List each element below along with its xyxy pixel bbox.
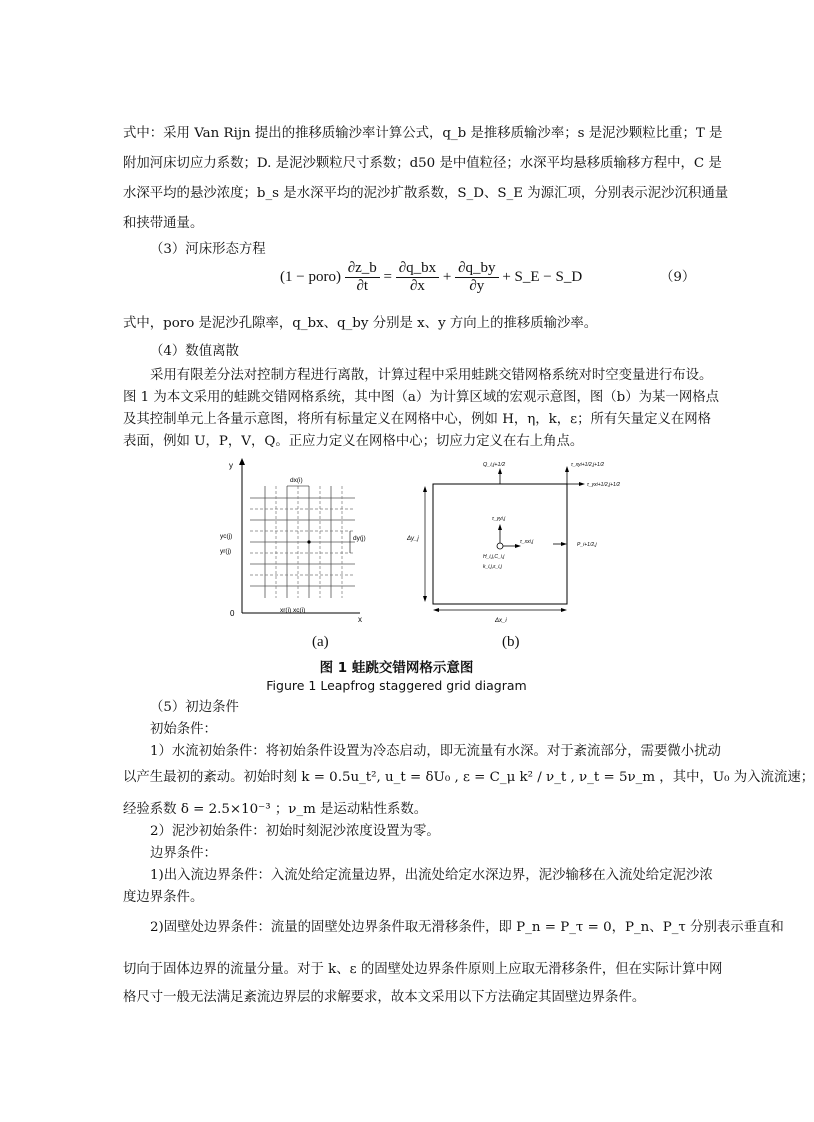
para1-line4: 和挟带通量。	[123, 216, 204, 231]
bound-2-line3: 格尺寸一般无法满足紊流边界层的求解要求，故本文采用以下方法确定其固壁边界条件。	[123, 990, 646, 1005]
eq9-rhs: + S_E − S_D	[502, 268, 583, 285]
figure-b-control-cell	[395, 458, 621, 628]
para3-line3: 及其控制单元上各量示意图，将所有标量定义在网格中心，例如 H，η，k，ε；所有矢量定义在网格	[123, 412, 712, 427]
bound-1-line2: 度边界条件。	[123, 890, 204, 905]
fig-b-dx-label: Δx_i	[495, 618, 507, 624]
fig-b-tau-xy-label: τ_xyi+1/2,j+1/2	[571, 462, 605, 468]
bound-1-line1: 1)出入流边界条件：入流处给定流量边界，出流处给定水深边界，泥沙输移在入流处给定泥沙浓	[150, 868, 713, 883]
fig-b-k-label: k_i,j,ε_i,j	[483, 564, 502, 570]
fig-b-h-label: H_i,j,C_i,j	[483, 554, 505, 560]
eq9-frac-3: $\frac{\partial q\_by}{\partial y}$	[455, 260, 498, 295]
eq9-frac-1: $\frac{\partial z\_b}{\partial t}$	[345, 260, 380, 295]
fig-a-x-label: x	[358, 615, 362, 624]
fig-b-tau-yx-label: τ_yxi+1/2,j+1/2	[587, 482, 621, 488]
para1-line1: 式中：采用 Van Rijn 提出的推移质输沙率计算公式，q_b 是推移质输沙率；s 是泥沙颗粒比重；T 是	[123, 126, 723, 141]
fig-a-origin: 0	[230, 609, 235, 618]
fig-b-p-label: P_i+1/2,j	[577, 542, 597, 548]
initial-conditions-heading: 初始条件：	[150, 722, 217, 737]
eq9-frac-2: $\frac{\partial q\_bx}{\partial x}$	[396, 260, 439, 295]
section-3-heading: （3）河床形态方程	[150, 242, 266, 257]
bound-2-line2: 切向于固体边界的流量分量。对于 k、ε 的固壁处边界条件原则上应取无滑移条件，但在实际计算中网	[123, 962, 723, 977]
section-4-heading: （4）数值离散	[150, 344, 239, 359]
bound-2-line1: 2)固壁处边界条件：流量的固壁处边界条件取无滑移条件，即 P_n = P_τ = 0，P_n、P_τ 分别表示垂直和	[150, 920, 784, 935]
init-2: 2）泥沙初始条件：初始时刻泥沙浓度设置为零。	[150, 824, 440, 839]
fig-a-dx-label: dx(i)	[290, 477, 303, 484]
fig-b-tau-yy-label: τ_yyi,j	[492, 516, 506, 522]
fig-a-y-label: y	[229, 461, 233, 470]
init-1-line2: 以产生最初的紊动。初始时刻 k = 0.5u_t², u_t = δU₀ , ε = C_μ k² / ν_t , ν_t = 5ν_m ，其中，U₀ 为入流流速；	[123, 770, 814, 785]
para1-line2: 附加河床切应力系数；D. 是泥沙颗粒尺寸系数；d50 是中值粒径；水深平均悬移质输移方程中，C 是	[123, 156, 722, 171]
figure-a-grid-diagram	[220, 458, 380, 623]
equation-9: (1 − poro) $\frac{\partial z\_b}{\partial t}$ = $\frac{\partial q\_bx}{\partial x}$ + $\frac{\partial q\_by}{\partial y}$ + S_E − S_D	[280, 260, 583, 294]
boundary-conditions-heading: 边界条件：	[150, 846, 217, 861]
fig-a-yr-label: yr(j)	[220, 548, 232, 555]
fig-b-dy-label: Δy_j	[407, 536, 419, 542]
fig-a-dy-label: dy(j)	[353, 535, 366, 542]
figure-caption-en: Figure 1 Leapfrog staggered grid diagram	[266, 678, 527, 693]
subfigure-a-label: (a)	[312, 634, 329, 650]
fig-b-center-node	[497, 543, 503, 549]
figure-caption-cn: 图 1 蛙跳交错网格示意图	[319, 660, 474, 676]
init-1-line3: 经验系数 δ = 2.5×10⁻³ ；ν_m 是运动粘性系数。	[123, 802, 428, 817]
fig-a-xr-label: xr(i) xc(i)	[280, 607, 306, 614]
fig-a-yc-label: yc(j)	[220, 533, 233, 540]
subfigure-b-label: (b)	[502, 634, 520, 650]
para3-line4: 表面，例如 U，P，V，Q。正应力定义在网格中心；切应力定义在右上角点。	[123, 434, 584, 449]
init-1-line1: 1）水流初始条件：将初始条件设置为冷态启动，即无流量有水深。对于紊流部分，需要微小扰动	[150, 744, 721, 759]
para1-line3: 水深平均的悬沙浓度；b_s 是水深平均的泥沙扩散系数，S_D、S_E 为源汇项，分别表示泥沙沉积通量	[123, 186, 729, 201]
fig-b-q-label: Q_i,j+1/2	[483, 462, 506, 468]
para3-line2: 图 1 为本文采用的蛙跳交错网格系统，其中图（a）为计算区域的宏观示意图，图（b）为某一网格点	[123, 390, 719, 405]
section-5-heading: （5）初边条件	[150, 700, 239, 715]
para2: 式中，poro 是泥沙孔隙率，q_bx、q_by 分别是 x、y 方向上的推移质输沙率。	[123, 316, 598, 331]
fig-a-center-point	[307, 540, 310, 543]
equation-number: （9）	[660, 270, 696, 285]
eq9-lhs: (1 − poro)	[280, 268, 341, 285]
para3-line1: 采用有限差分法对控制方程进行离散，计算过程中采用蛙跳交错网格系统对时空变量进行布设。	[150, 368, 713, 383]
fig-b-tau-xx-label: τ_xxi,j	[520, 539, 534, 545]
